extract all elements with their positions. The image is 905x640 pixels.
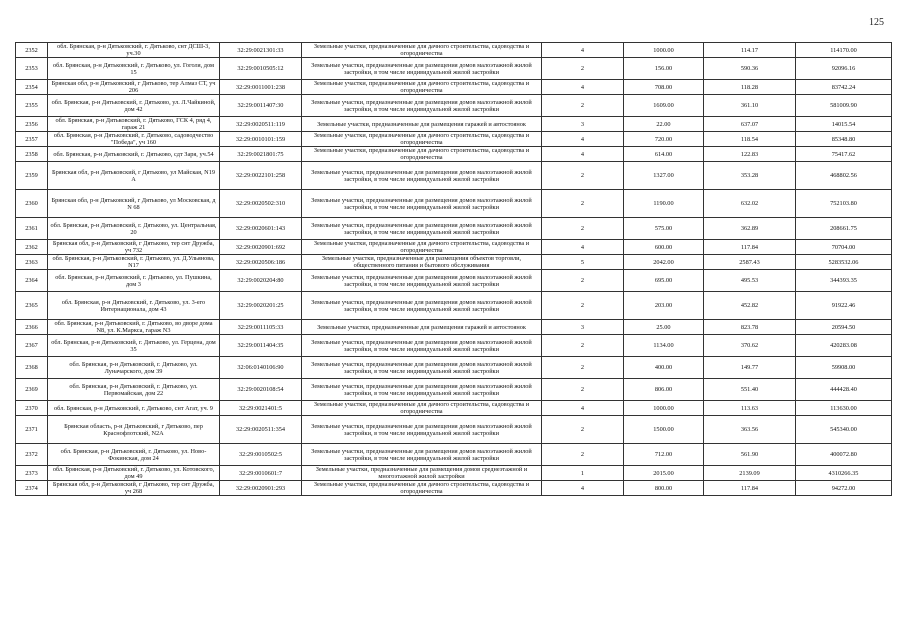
land-use-cell: Земельные участки, предназначенные для дачного строительства, садоводства и огородничества (302, 147, 542, 162)
address-cell: обл. Брянская, р-н Дятьковский, г. Дятьково, ул. Пушкина, дом 3 (48, 270, 220, 292)
group-code-cell: 2 (542, 190, 624, 218)
unit-price-cell: 637.07 (704, 117, 796, 132)
row-number: 2372 (16, 444, 48, 466)
unit-price-cell: 495.53 (704, 270, 796, 292)
unit-price-cell: 823.78 (704, 320, 796, 335)
area-cell: 695.00 (624, 270, 704, 292)
cadastral-value-cell: 420283.08 (796, 335, 892, 357)
area-cell: 1609.00 (624, 95, 704, 117)
unit-price-cell: 114.17 (704, 43, 796, 58)
area-cell: 25.00 (624, 320, 704, 335)
table-row (16, 481, 892, 496)
table-row (16, 95, 892, 117)
row-number: 2360 (16, 190, 48, 218)
address-cell: обл. Брянская, р-н Дятьковский, г. Дятьково, ул. 3-его Интернационала, дом 43 (48, 292, 220, 320)
group-code-cell: 4 (542, 43, 624, 58)
group-code-cell: 2 (542, 416, 624, 444)
unit-price-cell: 118.28 (704, 80, 796, 95)
table-row (16, 218, 892, 240)
cadastral-number-cell: 32:29:0021401:5 (220, 401, 302, 416)
address-cell: Брянская обл, р-н Дятьковский, г Дятьково, ул Московская, д N 68 (48, 190, 220, 218)
cadastral-value-cell: 92096.16 (796, 58, 892, 80)
cadastral-value-cell: 20594.50 (796, 320, 892, 335)
table-row (16, 401, 892, 416)
group-code-cell: 4 (542, 132, 624, 147)
table-row (16, 240, 892, 255)
row-number: 2366 (16, 320, 48, 335)
cadastral-number-cell: 32:29:0011105:33 (220, 320, 302, 335)
cadastral-value-cell: 208661.75 (796, 218, 892, 240)
row-number: 2355 (16, 95, 48, 117)
cadastral-number-cell: 32:29:0022101:258 (220, 162, 302, 190)
land-use-cell: Земельные участки, предназначенные для размещения домов малоэтажной жилой застройки, в том числе индивидуальной жилой застройки (302, 379, 542, 401)
cadastral-number-cell: 32:29:0020506:186 (220, 255, 302, 270)
group-code-cell: 1 (542, 466, 624, 481)
area-cell: 708.00 (624, 80, 704, 95)
address-cell: Брянская обл, р-н Дятьковский, г Дятьково, ул Майская, N19 А (48, 162, 220, 190)
row-number: 2369 (16, 379, 48, 401)
unit-price-cell: 590.36 (704, 58, 796, 80)
land-use-cell: Земельные участки, предназначенные для дачного строительства, садоводства и огородничества (302, 401, 542, 416)
cadastral-value-cell: 113630.00 (796, 401, 892, 416)
unit-price-cell: 452.82 (704, 292, 796, 320)
area-cell: 1190.00 (624, 190, 704, 218)
table-row (16, 162, 892, 190)
row-number: 2359 (16, 162, 48, 190)
unit-price-cell: 2587.43 (704, 255, 796, 270)
area-cell: 806.00 (624, 379, 704, 401)
unit-price-cell: 122.83 (704, 147, 796, 162)
cadastral-number-cell: 32:29:0020108:54 (220, 379, 302, 401)
cadastral-number-cell: 32:29:0021801:75 (220, 147, 302, 162)
address-cell: обл. Брянская, р-н Дятьковский, г. Дятьково, ул. Котовского, дом 49 (48, 466, 220, 481)
unit-price-cell: 149.77 (704, 357, 796, 379)
group-code-cell: 3 (542, 320, 624, 335)
cadastral-value-cell: 4310266.35 (796, 466, 892, 481)
area-cell: 400.00 (624, 357, 704, 379)
land-use-cell: Земельные участки, предназначенные для размещения домов малоэтажной жилой застройки, в том числе индивидуальной жилой застройки (302, 95, 542, 117)
land-use-cell: Земельные участки, предназначенные для размещения домов малоэтажной жилой застройки, в том числе индивидуальной жилой застройки (302, 190, 542, 218)
row-number: 2373 (16, 466, 48, 481)
address-cell: Брянская обл, р-н Дятьковский, г Дятьково, тер снт Дружба, уч 732 (48, 240, 220, 255)
cadastral-value-cell: 581009.90 (796, 95, 892, 117)
group-code-cell: 2 (542, 444, 624, 466)
registry-body (16, 43, 892, 496)
page-number: 125 (869, 17, 884, 28)
group-code-cell: 4 (542, 240, 624, 255)
unit-price-cell: 551.40 (704, 379, 796, 401)
cadastral-value-cell: 545340.00 (796, 416, 892, 444)
cadastral-value-cell: 752103.80 (796, 190, 892, 218)
cadastral-value-cell: 344393.35 (796, 270, 892, 292)
row-number: 2361 (16, 218, 48, 240)
table-row (16, 132, 892, 147)
address-cell: обл. Брянская, р-н Дятьковский, г. Дятьково, ул. Луначарского, дом 39 (48, 357, 220, 379)
address-cell: обл. Брянская, р-н Дятьковский, г. Дятьково, ул. Центральная, 20 (48, 218, 220, 240)
table-row (16, 292, 892, 320)
row-number: 2363 (16, 255, 48, 270)
group-code-cell: 4 (542, 80, 624, 95)
row-number: 2358 (16, 147, 48, 162)
cadastral-number-cell: 32:29:0020201:25 (220, 292, 302, 320)
area-cell: 22.00 (624, 117, 704, 132)
land-use-cell: Земельные участки, предназначенные для размещения домов среднеэтажной и многоэтажной жилой застройки (302, 466, 542, 481)
row-number: 2357 (16, 132, 48, 147)
cadastral-value-cell: 14015.54 (796, 117, 892, 132)
land-registry-table (15, 42, 892, 496)
cadastral-number-cell: 32:29:0020511:119 (220, 117, 302, 132)
unit-price-cell: 361.10 (704, 95, 796, 117)
area-cell: 600.00 (624, 240, 704, 255)
address-cell: обл. Брянская, р-н Дятьковский, г. Дятьково, снт ДСШ-3, уч.30 (48, 43, 220, 58)
group-code-cell: 2 (542, 270, 624, 292)
row-number: 2374 (16, 481, 48, 496)
address-cell: Брянская обл, р-н Дятьковский, г Дятьково, тер Алмаз СТ, уч 206 (48, 80, 220, 95)
address-cell: Брянская область, р-н Дятьковский, г Дятьково, пер Краснофлотский, N2А (48, 416, 220, 444)
land-use-cell: Земельные участки, предназначенные для размещения домов малоэтажной жилой застройки, в том числе индивидуальной жилой застройки (302, 357, 542, 379)
cadastral-number-cell: 32:29:0010601:7 (220, 466, 302, 481)
land-use-cell: Земельные участки, предназначенные для дачного строительства, садоводства и огородничества (302, 80, 542, 95)
cadastral-number-cell: 32:29:0020901:692 (220, 240, 302, 255)
land-use-cell: Земельные участки, предназначенные для дачного строительства, садоводства и огородничества (302, 43, 542, 58)
area-cell: 156.00 (624, 58, 704, 80)
table-row (16, 444, 892, 466)
table-row (16, 416, 892, 444)
group-code-cell: 2 (542, 95, 624, 117)
group-code-cell: 2 (542, 292, 624, 320)
unit-price-cell: 370.62 (704, 335, 796, 357)
group-code-cell: 2 (542, 357, 624, 379)
group-code-cell: 4 (542, 401, 624, 416)
cadastral-value-cell: 59908.00 (796, 357, 892, 379)
unit-price-cell: 632.02 (704, 190, 796, 218)
table-row (16, 43, 892, 58)
area-cell: 575.00 (624, 218, 704, 240)
cadastral-value-cell: 83742.24 (796, 80, 892, 95)
unit-price-cell: 2139.09 (704, 466, 796, 481)
area-cell: 1500.00 (624, 416, 704, 444)
table-row (16, 335, 892, 357)
group-code-cell: 2 (542, 379, 624, 401)
area-cell: 203.00 (624, 292, 704, 320)
table-row (16, 379, 892, 401)
row-number: 2353 (16, 58, 48, 80)
cadastral-number-cell: 32:06:0140106:90 (220, 357, 302, 379)
table-row (16, 190, 892, 218)
row-number: 2370 (16, 401, 48, 416)
land-use-cell: Земельные участки, предназначенные для размещения гаражей и автостоянок (302, 117, 542, 132)
group-code-cell: 4 (542, 481, 624, 496)
address-cell: обл. Брянская, р-н Дятьковский, г. Дятьково, ул. Первомайская, дом 22 (48, 379, 220, 401)
cadastral-number-cell: 32:29:0010505:12 (220, 58, 302, 80)
cadastral-value-cell: 468802.56 (796, 162, 892, 190)
land-use-cell: Земельные участки, предназначенные для размещения домов малоэтажной жилой застройки, в том числе индивидуальной жилой застройки (302, 270, 542, 292)
table-row (16, 270, 892, 292)
cadastral-value-cell: 444428.40 (796, 379, 892, 401)
area-cell: 1134.00 (624, 335, 704, 357)
unit-price-cell: 117.84 (704, 481, 796, 496)
address-cell: обл. Брянская, р-н Дятьковский, г. Дятьково, сдт Заря, уч.54 (48, 147, 220, 162)
land-use-cell: Земельные участки, предназначенные для размещения домов малоэтажной жилой застройки, в том числе индивидуальной жилой застройки (302, 162, 542, 190)
land-use-cell: Земельные участки, предназначенные для размещения гаражей и автостоянок (302, 320, 542, 335)
land-use-cell: Земельные участки, предназначенные для размещения домов малоэтажной жилой застройки, в том числе индивидуальной жилой застройки (302, 292, 542, 320)
address-cell: обл. Брянская, р-н Дятьковский, г. Дятьково, снт Агат, уч. 9 (48, 401, 220, 416)
land-use-cell: Земельные участки, предназначенные для размещения домов малоэтажной жилой застройки, в том числе индивидуальной жилой застройки (302, 58, 542, 80)
row-number: 2354 (16, 80, 48, 95)
cadastral-number-cell: 32:29:0020511:354 (220, 416, 302, 444)
cadastral-value-cell: 114170.00 (796, 43, 892, 58)
table-row (16, 117, 892, 132)
table-row (16, 255, 892, 270)
group-code-cell: 2 (542, 58, 624, 80)
table-row (16, 320, 892, 335)
cadastral-number-cell: 32:29:0020601:143 (220, 218, 302, 240)
area-cell: 614.00 (624, 147, 704, 162)
unit-price-cell: 118.54 (704, 132, 796, 147)
cadastral-number-cell: 32:29:0020502:310 (220, 190, 302, 218)
cadastral-number-cell: 32:29:0010502:5 (220, 444, 302, 466)
address-cell: обл. Брянская, р-н Дятьковский, г. Дятьково, ул. Герцена, дом 35 (48, 335, 220, 357)
row-number: 2365 (16, 292, 48, 320)
table-row (16, 466, 892, 481)
land-use-cell: Земельные участки, предназначенные для размещения домов малоэтажной жилой застройки, в том числе индивидуальной жилой застройки (302, 335, 542, 357)
address-cell: обл. Брянская, р-н Дятьковский, г. Дятьково, ул. Гоголя, дом 15 (48, 58, 220, 80)
area-cell: 1000.00 (624, 43, 704, 58)
unit-price-cell: 561.90 (704, 444, 796, 466)
area-cell: 720.00 (624, 132, 704, 147)
cadastral-value-cell: 85348.80 (796, 132, 892, 147)
cadastral-value-cell: 91922.46 (796, 292, 892, 320)
address-cell: Брянская обл, р-н Дятьковский, г Дятьково, тер снт Дружба, уч 268 (48, 481, 220, 496)
cadastral-number-cell: 32:29:0011407:30 (220, 95, 302, 117)
cadastral-number-cell: 32:29:0021301:33 (220, 43, 302, 58)
row-number: 2364 (16, 270, 48, 292)
group-code-cell: 2 (542, 162, 624, 190)
unit-price-cell: 363.56 (704, 416, 796, 444)
land-use-cell: Земельные участки, предназначенные для размещения домов малоэтажной жилой застройки, в том числе индивидуальной жилой застройки (302, 218, 542, 240)
land-use-cell: Земельные участки, предназначенные для размещения объектов торговли, общественного питания и бытового обслуживания (302, 255, 542, 270)
land-use-cell: Земельные участки, предназначенные для размещения домов малоэтажной жилой застройки, в том числе индивидуальной жилой застройки (302, 416, 542, 444)
table-row (16, 357, 892, 379)
area-cell: 712.00 (624, 444, 704, 466)
cadastral-number-cell: 32:29:0010101:159 (220, 132, 302, 147)
unit-price-cell: 117.84 (704, 240, 796, 255)
cadastral-value-cell: 400072.80 (796, 444, 892, 466)
area-cell: 1000.00 (624, 401, 704, 416)
row-number: 2362 (16, 240, 48, 255)
unit-price-cell: 113.63 (704, 401, 796, 416)
cadastral-value-cell: 75417.62 (796, 147, 892, 162)
cadastral-number-cell: 32:29:0011001:238 (220, 80, 302, 95)
table-row (16, 80, 892, 95)
group-code-cell: 3 (542, 117, 624, 132)
group-code-cell: 2 (542, 335, 624, 357)
area-cell: 800.00 (624, 481, 704, 496)
table-row (16, 147, 892, 162)
address-cell: обл. Брянская, р-н Дятьковский, г. Дятьково, во дворе дома N8, ул. К.Маркса, гараж N3 (48, 320, 220, 335)
area-cell: 1327.00 (624, 162, 704, 190)
cadastral-value-cell: 94272.00 (796, 481, 892, 496)
land-use-cell: Земельные участки, предназначенные для дачного строительства, садоводства и огородничества (302, 132, 542, 147)
address-cell: обл. Брянская, р-н Дятьковский, г. Дятьково, ул. Ново-Фокинская, дом 24 (48, 444, 220, 466)
table-row (16, 58, 892, 80)
row-number: 2371 (16, 416, 48, 444)
land-use-cell: Земельные участки, предназначенные для размещения домов малоэтажной жилой застройки, в том числе индивидуальной жилой застройки (302, 444, 542, 466)
cadastral-value-cell: 70704.00 (796, 240, 892, 255)
land-use-cell: Земельные участки, предназначенные для дачного строительства, садоводства и огородничества (302, 240, 542, 255)
row-number: 2368 (16, 357, 48, 379)
row-number: 2367 (16, 335, 48, 357)
cadastral-number-cell: 32:29:0020204:80 (220, 270, 302, 292)
address-cell: обл. Брянская, р-н Дятьковский, г. Дятьково, ГСК 4, ряд 4, гараж 21 (48, 117, 220, 132)
group-code-cell: 5 (542, 255, 624, 270)
area-cell: 2015.00 (624, 466, 704, 481)
group-code-cell: 4 (542, 147, 624, 162)
group-code-cell: 2 (542, 218, 624, 240)
area-cell: 2042.00 (624, 255, 704, 270)
address-cell: обл. Брянская, р-н Дятьковский, г. Дятьково, ул. Л.Чайкиной, дом 42 (48, 95, 220, 117)
cadastral-number-cell: 32:29:0011404:35 (220, 335, 302, 357)
row-number: 2356 (16, 117, 48, 132)
unit-price-cell: 362.89 (704, 218, 796, 240)
unit-price-cell: 353.28 (704, 162, 796, 190)
land-use-cell: Земельные участки, предназначенные для дачного строительства, садоводства и огородничества (302, 481, 542, 496)
address-cell: обл. Брянская, р-н Дятьковский, г. Дятьково, садоводчество "Победа", уч 160 (48, 132, 220, 147)
row-number: 2352 (16, 43, 48, 58)
address-cell: обл. Брянская, р-н Дятьковский, г. Дятьково, ул. Д.Ульянова, N17 (48, 255, 220, 270)
cadastral-number-cell: 32:29:0020901:293 (220, 481, 302, 496)
cadastral-value-cell: 5283532.06 (796, 255, 892, 270)
